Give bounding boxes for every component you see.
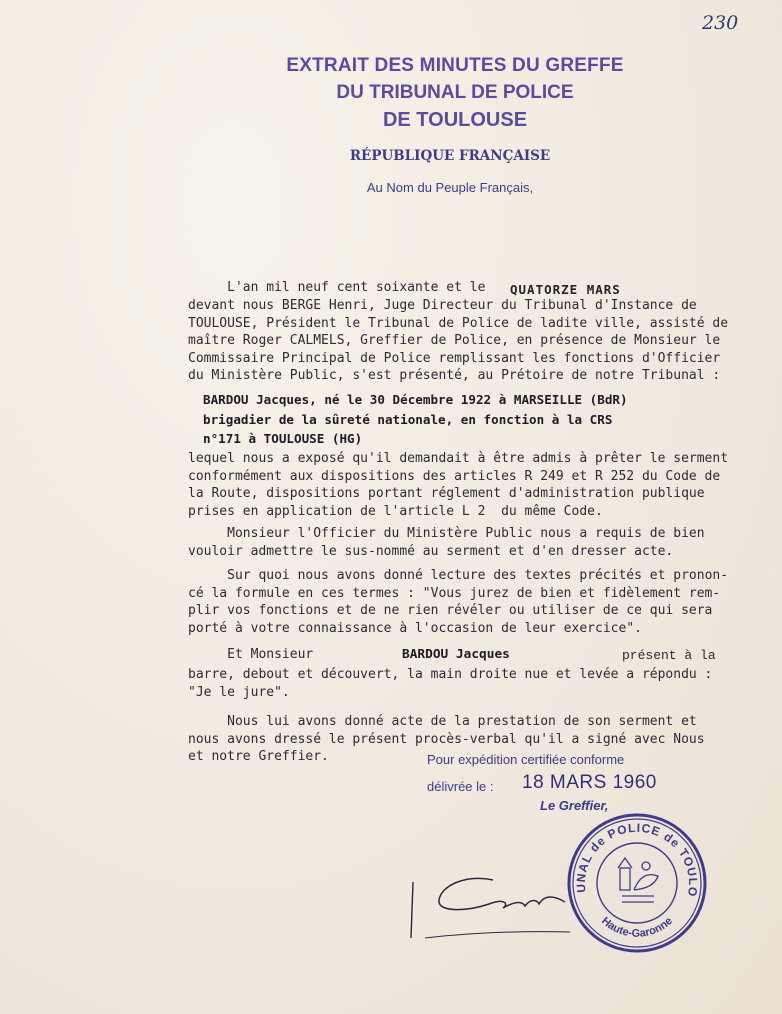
paragraph1-opening: L'an mil neuf cent soixante et le bbox=[188, 280, 486, 295]
paragraph4: Sur quoi nous avons donné lecture des textes précités et pronon- cé la formule en ces termes : "Vous jurez de bien et fidèlement rem- plir vos fonctions et de ne rien révéler ou utiliser de ce qui sera porté à votre connaissance à l'occasion de leur exercice". bbox=[188, 568, 729, 636]
signature bbox=[405, 860, 585, 955]
greffier-title: Le Greffier, bbox=[540, 798, 609, 813]
tribunal-seal bbox=[562, 808, 712, 963]
delivery-label: délivrée le : bbox=[427, 779, 494, 794]
paragraph5-opening: Et Monsieur bbox=[188, 647, 314, 662]
svg-text:Haute-Garonne bbox=[599, 915, 675, 940]
seal-top-text: UNAL de POLICE de TOULO bbox=[573, 820, 701, 899]
page-number: 230 bbox=[702, 12, 739, 34]
header-stamp-line1: EXTRAIT DES MINUTES DU GREFFE bbox=[286, 55, 624, 76]
person-identity: BARDOU Jacques, né le 30 Décembre 1922 à MARSEILLE (BdR) brigadier de la sûreté nationale, en fonction à la CRS n°171 à TOULOUSE (HG) bbox=[203, 392, 628, 446]
svg-text:TRIBUNAL de POLICE de TOULOUSE bbox=[562, 808, 700, 898]
republique-heading: RÉPUBLIQUE FRANÇAISE bbox=[349, 148, 551, 164]
au-nom-heading: Au Nom du Peuple Français, bbox=[366, 180, 534, 195]
sworn-name: BARDOU Jacques bbox=[402, 647, 510, 662]
header-stamp bbox=[250, 52, 660, 134]
coat-of-arms-icon bbox=[618, 858, 658, 902]
paragraph3: Monsieur l'Officier du Ministère Public nous a requis de bien vouloir admettre le sus-nommé au serment et d'en dresser acte. bbox=[188, 526, 705, 559]
hearing-date: QUATORZE MARS bbox=[510, 282, 621, 297]
delivery-date: 18 MARS 1960 bbox=[522, 772, 657, 793]
seal-bottom-text: Haute-Garonne bbox=[599, 914, 675, 940]
paragraph2: lequel nous a exposé qu'il demandait à être admis à prêter le serment conformément aux dispositions des articles R 249 et R 252 du Code de la Route, dispositions portant réglement d'administration publique prises en application de l'article L 2 du même Code. bbox=[188, 451, 729, 519]
header-stamp-line3: DE TOULOUSE bbox=[382, 109, 528, 131]
paragraph6: Nous lui avons donné acte de la prestation de son serment et nous avons dressé le présent procès-verbal qu'il a signé avec Nous et notre Greffier. bbox=[188, 714, 705, 765]
paragraph5-present: présent à la bbox=[622, 648, 716, 663]
header-stamp-line2: DU TRIBUNAL DE POLICE bbox=[336, 82, 574, 103]
certification-stamp: Pour expédition certifiée conforme bbox=[427, 752, 625, 767]
paragraph1-body: devant nous BERGE Henri, Juge Directeur du Tribunal d'Instance de TOULOUSE, Président le Tribunal de Police de ladite ville, assisté de maître Roger CALMELS, Greffier de Police, en présence de Monsieur le Commissaire Principal de Police remplissant les fonctions d'Officier du Ministère Public, s'est présenté, au Prétoire de notre Tribunal : bbox=[188, 298, 729, 384]
paragraph5-body: barre, debout et découvert, la main droite nue et levée a répondu : "Je le jure". bbox=[188, 667, 713, 700]
